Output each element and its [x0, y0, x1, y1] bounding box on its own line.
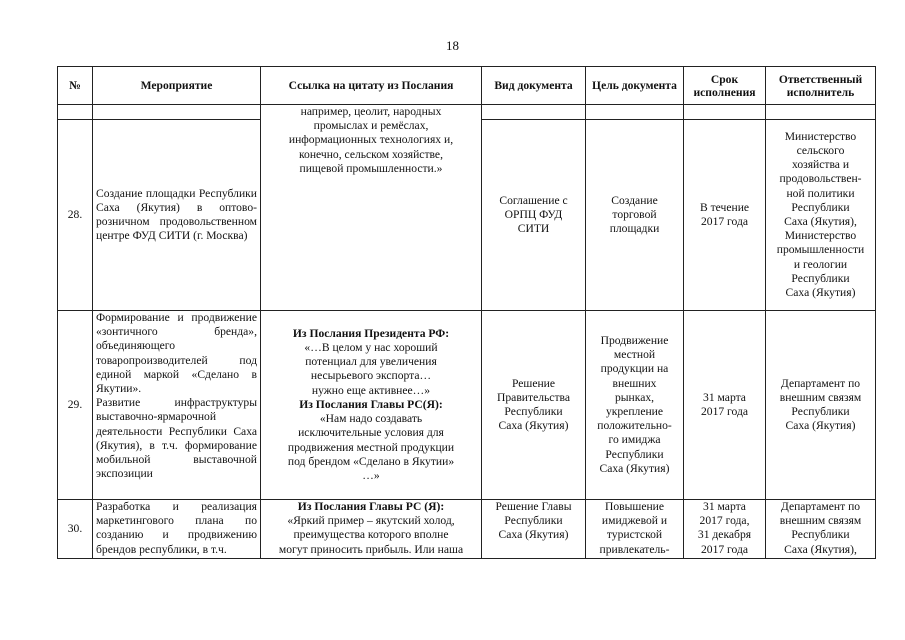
- header-responsible: Ответственный исполнитель: [766, 67, 876, 105]
- quote-text: «Нам надо создавать исключительные условия для продвижения местной продукции под брендом «Сделано в Якутии» …»: [287, 412, 455, 482]
- quote-text: «…В целом у нас хороший потенциал для увеличения несырьевого экспорта… нужно еще активнее…»: [304, 341, 438, 397]
- header-doc-type: Вид документа: [482, 67, 586, 105]
- header-goal: Цель документа: [586, 67, 684, 105]
- goal-cell: Продвижение местной продукции на внешних рынках, укрепление положительно- го имиджа Республики Саха (Якутия): [586, 311, 684, 500]
- row-number: 29.: [58, 311, 93, 500]
- event-cell: [93, 311, 261, 500]
- continued-quote-cell: [261, 105, 482, 311]
- action-plan-table: [57, 66, 876, 559]
- table-cell: [586, 105, 684, 120]
- table-cell: [93, 105, 261, 120]
- responsible-cell: Департамент по внешним связям Республики Саха (Якутия): [766, 311, 876, 500]
- deadline-cell: 31 марта 2017 года: [684, 311, 766, 500]
- quote-text: «Яркий пример – якутский холод, преимущества которого вполне могут приносить прибыль. Или наша: [278, 514, 464, 556]
- doc-type-cell: Решение Главы Республики Саха (Якутия): [482, 500, 586, 559]
- goal-cell: Создание торговой площадки: [586, 120, 684, 311]
- header-num: №: [58, 67, 93, 105]
- quote-cell: [261, 500, 482, 559]
- event-paragraph: Развитие инфраструктуры выставочно-ярмарочной деятельности Республики Саха (Якутия), в т.ч. формирование мобильной выставочной экспозиции: [96, 396, 257, 481]
- event-cell: Разработка и реализация маркетингового плана по созданию и продвижению брендов республики, в т.ч.: [93, 500, 261, 559]
- header-event: Мероприятие: [93, 67, 261, 105]
- doc-type-cell: Решение Правительства Республики Саха (Якутия): [482, 311, 586, 500]
- quote-heading: Из Послания Главы РС (Я):: [297, 500, 445, 513]
- table-row-continued: [58, 105, 876, 120]
- continued-quote-text: например, цеолит, народных промыслах и ремёслах, информационных технологиях и, конечно, сельском хозяйстве, пищевой промышленности.»: [288, 105, 454, 175]
- table-cell: [58, 105, 93, 120]
- table-row: [58, 500, 876, 559]
- deadline-cell: В течение 2017 года: [684, 120, 766, 311]
- quote-heading: Из Послания Президента РФ:: [292, 326, 450, 340]
- responsible-cell: Департамент по внешним связям Республики Саха (Якутия),: [766, 500, 876, 559]
- page-number: 18: [446, 38, 459, 53]
- goal-cell: Повышение имиджевой и туристской привлекатель-: [586, 500, 684, 559]
- table-row: [58, 311, 876, 500]
- row-number: 30.: [58, 500, 93, 559]
- quote-heading: Из Послания Главы РС(Я):: [299, 397, 443, 411]
- doc-type-cell: Соглашение с ОРПЦ ФУД СИТИ: [482, 120, 586, 311]
- responsible-cell: Министерство сельского хозяйства и продовольствен- ной политики Республики Саха (Якутия), Министерство промышленности и геологии Республики Саха (Якутия): [766, 120, 876, 311]
- event-cell: Создание площадки Республики Саха (Якутия) в оптово-розничном продовольственном центре ФУД СИТИ (г. Москва): [93, 120, 261, 311]
- deadline-cell: 31 марта 2017 года, 31 декабря 2017 года: [684, 500, 766, 559]
- header-row: [58, 67, 876, 105]
- header-quote: Ссылка на цитату из Послания: [261, 67, 482, 105]
- table-cell: [482, 105, 586, 120]
- table-cell: [684, 105, 766, 120]
- table-cell: [766, 105, 876, 120]
- header-deadline: Срок исполнения: [684, 67, 766, 105]
- row-number: 28.: [58, 120, 93, 311]
- quote-cell: [261, 311, 482, 500]
- event-paragraph: Формирование и продвижение «зонтичного бренда», объединяющего товаропроизводителей под единой маркой «Сделано в Якутии».: [96, 311, 257, 396]
